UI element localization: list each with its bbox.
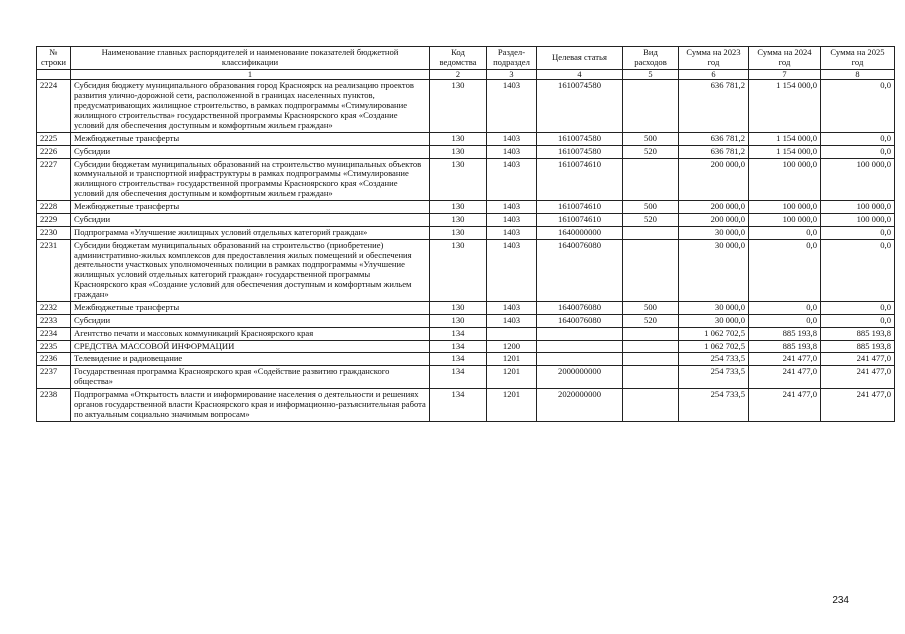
name-cell: Агентство печати и массовых коммуникаций Красноярского края [71, 327, 430, 340]
section-cell: 1403 [487, 158, 537, 201]
row-number-cell: 2232 [37, 301, 71, 314]
target-cell: 1610074580 [537, 132, 623, 145]
exp-type-cell [623, 226, 679, 239]
column-number: 1 [71, 69, 430, 80]
target-cell [537, 340, 623, 353]
sum-2024-cell: 0,0 [749, 314, 821, 327]
name-cell: Подпрограмма «Открытость власти и информирование населения о деятельности и решениях органов государственной власти Красноярского края и информационно-разъяснительная работа по актуальным социально значимым вопросам» [71, 389, 430, 422]
exp-type-cell: 520 [623, 213, 679, 226]
row-number-cell: 2228 [37, 201, 71, 214]
exp-type-cell [623, 80, 679, 132]
sum-2025-cell: 0,0 [821, 145, 895, 158]
table-row [37, 327, 895, 340]
sum-2024-cell: 1 154 000,0 [749, 80, 821, 132]
section-cell: 1403 [487, 213, 537, 226]
row-number-cell: 2233 [37, 314, 71, 327]
exp-type-cell [623, 239, 679, 301]
row-number-cell: 2229 [37, 213, 71, 226]
section-cell: 1403 [487, 201, 537, 214]
sum-2024-cell: 100 000,0 [749, 201, 821, 214]
sum-2025-cell: 100 000,0 [821, 158, 895, 201]
column-number-row [37, 69, 895, 80]
exp-type-cell: 500 [623, 132, 679, 145]
table-row [37, 314, 895, 327]
sum-2023-cell: 636 781,2 [679, 80, 749, 132]
header-target: Целевая статья [537, 47, 623, 70]
column-number: 6 [679, 69, 749, 80]
header-section: Раздел-подраздел [487, 47, 537, 70]
sum-2023-cell: 30 000,0 [679, 314, 749, 327]
exp-type-cell: 520 [623, 145, 679, 158]
section-cell: 1403 [487, 80, 537, 132]
exp-type-cell [623, 340, 679, 353]
table-row [37, 389, 895, 422]
sum-2024-cell: 241 477,0 [749, 366, 821, 389]
target-cell: 1640076080 [537, 314, 623, 327]
name-cell: СРЕДСТВА МАССОВОЙ ИНФОРМАЦИИ [71, 340, 430, 353]
sum-2024-cell: 0,0 [749, 301, 821, 314]
column-number: 4 [537, 69, 623, 80]
section-cell: 1201 [487, 353, 537, 366]
sum-2025-cell: 0,0 [821, 226, 895, 239]
sum-2023-cell: 30 000,0 [679, 226, 749, 239]
sum-2025-cell: 241 477,0 [821, 366, 895, 389]
header-row [37, 47, 895, 70]
dept-code-cell: 130 [430, 213, 487, 226]
header-sum-2024: Сумма на 2024 год [749, 47, 821, 70]
row-number-cell: 2231 [37, 239, 71, 301]
header-dept-code: Код ведомства [430, 47, 487, 70]
table-row [37, 158, 895, 201]
table-row [37, 239, 895, 301]
exp-type-cell: 500 [623, 301, 679, 314]
dept-code-cell: 130 [430, 301, 487, 314]
target-cell: 1610074580 [537, 80, 623, 132]
header-sum-2025: Сумма на 2025 год [821, 47, 895, 70]
name-cell: Субсидии [71, 314, 430, 327]
sum-2023-cell: 200 000,0 [679, 201, 749, 214]
name-cell: Субсидия бюджету муниципального образования город Красноярск на реализацию проектов развития улично-дорожной сети, расположенной в границах населенных пунктов, предусматривающих жилищное строительство, в рамках подпрограммы «Стимулирование жилищного строительства» государственной программы Красноярского края «Создание условий для обеспечения доступным и комфортным жильем граждан» [71, 80, 430, 132]
sum-2024-cell: 0,0 [749, 239, 821, 301]
target-cell: 1610074610 [537, 201, 623, 214]
table-row [37, 132, 895, 145]
dept-code-cell: 134 [430, 340, 487, 353]
dept-code-cell: 130 [430, 226, 487, 239]
exp-type-cell: 520 [623, 314, 679, 327]
sum-2024-cell: 1 154 000,0 [749, 132, 821, 145]
table-row [37, 80, 895, 132]
row-number-cell: 2230 [37, 226, 71, 239]
name-cell: Субсидии бюджетам муниципальных образований на строительство (приобретение) административно-жилых комплексов для предоставления жилых помещений и обеспечения деятельности участковых уполномоченных полиции в рамках подпрограммы «Улучшение жилищных условий отдельных категорий граждан» государственной программы Красноярского края «Создание условий для обеспечения доступным и комфортным жильем граждан» [71, 239, 430, 301]
target-cell: 2000000000 [537, 366, 623, 389]
target-cell: 1610074610 [537, 213, 623, 226]
dept-code-cell: 130 [430, 314, 487, 327]
section-cell: 1403 [487, 145, 537, 158]
dept-code-cell: 130 [430, 239, 487, 301]
column-number: 7 [749, 69, 821, 80]
section-cell: 1201 [487, 366, 537, 389]
name-cell: Межбюджетные трансферты [71, 301, 430, 314]
exp-type-cell [623, 353, 679, 366]
sum-2025-cell: 0,0 [821, 132, 895, 145]
column-number: 8 [821, 69, 895, 80]
name-cell: Субсидии бюджетам муниципальных образований на строительство муниципальных объектов коммунальной и транспортной инфраструктуры в рамках подпрограммы «Стимулирование жилищного строительства» государственной программы Красноярского края «Создание условий для обеспечения доступным и комфортным жильем граждан» [71, 158, 430, 201]
target-cell [537, 353, 623, 366]
budget-table [36, 46, 895, 422]
dept-code-cell: 130 [430, 132, 487, 145]
sum-2025-cell: 0,0 [821, 314, 895, 327]
sum-2023-cell: 636 781,2 [679, 145, 749, 158]
row-number-cell: 2227 [37, 158, 71, 201]
table-row [37, 366, 895, 389]
section-cell: 1403 [487, 132, 537, 145]
sum-2025-cell: 885 193,8 [821, 340, 895, 353]
sum-2025-cell: 0,0 [821, 301, 895, 314]
exp-type-cell [623, 327, 679, 340]
target-cell: 1640076080 [537, 301, 623, 314]
dept-code-cell: 134 [430, 389, 487, 422]
exp-type-cell [623, 158, 679, 201]
dept-code-cell: 130 [430, 145, 487, 158]
sum-2023-cell: 30 000,0 [679, 301, 749, 314]
header-sum-2023: Сумма на 2023 год [679, 47, 749, 70]
section-cell: 1403 [487, 239, 537, 301]
section-cell: 1403 [487, 301, 537, 314]
dept-code-cell: 134 [430, 366, 487, 389]
sum-2024-cell: 1 154 000,0 [749, 145, 821, 158]
header-name: Наименование главных распорядителей и наименование показателей бюджетной классификации [71, 47, 430, 70]
name-cell: Подпрограмма «Улучшение жилищных условий отдельных категорий граждан» [71, 226, 430, 239]
name-cell: Межбюджетные трансферты [71, 201, 430, 214]
section-cell: 1403 [487, 314, 537, 327]
section-cell: 1200 [487, 340, 537, 353]
table-row [37, 340, 895, 353]
header-row-number: № строки [37, 47, 71, 70]
row-number-cell: 2236 [37, 353, 71, 366]
row-number-cell: 2237 [37, 366, 71, 389]
row-number-cell: 2235 [37, 340, 71, 353]
name-cell: Межбюджетные трансферты [71, 132, 430, 145]
row-number-cell: 2225 [37, 132, 71, 145]
sum-2023-cell: 1 062 702,5 [679, 340, 749, 353]
column-number: 5 [623, 69, 679, 80]
sum-2023-cell: 636 781,2 [679, 132, 749, 145]
name-cell: Телевидение и радиовещание [71, 353, 430, 366]
row-number-cell: 2226 [37, 145, 71, 158]
table-row [37, 226, 895, 239]
dept-code-cell: 130 [430, 158, 487, 201]
sum-2024-cell: 241 477,0 [749, 353, 821, 366]
name-cell: Субсидии [71, 145, 430, 158]
sum-2023-cell: 1 062 702,5 [679, 327, 749, 340]
sum-2024-cell: 100 000,0 [749, 158, 821, 201]
sum-2023-cell: 200 000,0 [679, 158, 749, 201]
row-number-cell: 2224 [37, 80, 71, 132]
table-body [37, 80, 895, 421]
name-cell: Государственная программа Красноярского края «Содействие развитию гражданского общества» [71, 366, 430, 389]
sum-2025-cell: 885 193,8 [821, 327, 895, 340]
column-number-spacer [37, 69, 71, 80]
table-row [37, 301, 895, 314]
row-number-cell: 2234 [37, 327, 71, 340]
column-number: 3 [487, 69, 537, 80]
sum-2023-cell: 254 733,5 [679, 353, 749, 366]
sum-2024-cell: 885 193,8 [749, 340, 821, 353]
sum-2025-cell: 100 000,0 [821, 201, 895, 214]
sum-2025-cell: 0,0 [821, 239, 895, 301]
dept-code-cell: 130 [430, 80, 487, 132]
section-cell [487, 327, 537, 340]
target-cell: 1640000000 [537, 226, 623, 239]
exp-type-cell: 500 [623, 201, 679, 214]
dept-code-cell: 134 [430, 327, 487, 340]
section-cell: 1403 [487, 226, 537, 239]
section-cell: 1201 [487, 389, 537, 422]
sum-2025-cell: 100 000,0 [821, 213, 895, 226]
target-cell [537, 327, 623, 340]
target-cell: 2020000000 [537, 389, 623, 422]
exp-type-cell [623, 366, 679, 389]
sum-2023-cell: 254 733,5 [679, 366, 749, 389]
exp-type-cell [623, 389, 679, 422]
sum-2025-cell: 241 477,0 [821, 389, 895, 422]
row-number-cell: 2238 [37, 389, 71, 422]
sum-2023-cell: 254 733,5 [679, 389, 749, 422]
sum-2024-cell: 885 193,8 [749, 327, 821, 340]
sum-2025-cell: 241 477,0 [821, 353, 895, 366]
page-number: 234 [832, 595, 849, 606]
sum-2023-cell: 30 000,0 [679, 239, 749, 301]
sum-2024-cell: 100 000,0 [749, 213, 821, 226]
target-cell: 1610074580 [537, 145, 623, 158]
table-row [37, 145, 895, 158]
dept-code-cell: 130 [430, 201, 487, 214]
sum-2024-cell: 241 477,0 [749, 389, 821, 422]
target-cell: 1610074610 [537, 158, 623, 201]
name-cell: Субсидии [71, 213, 430, 226]
sum-2024-cell: 0,0 [749, 226, 821, 239]
sum-2025-cell: 0,0 [821, 80, 895, 132]
target-cell: 1640076080 [537, 239, 623, 301]
header-exp-type: Вид расходов [623, 47, 679, 70]
table-row [37, 201, 895, 214]
table-row [37, 353, 895, 366]
sum-2023-cell: 200 000,0 [679, 213, 749, 226]
table-row [37, 213, 895, 226]
dept-code-cell: 134 [430, 353, 487, 366]
column-number: 2 [430, 69, 487, 80]
